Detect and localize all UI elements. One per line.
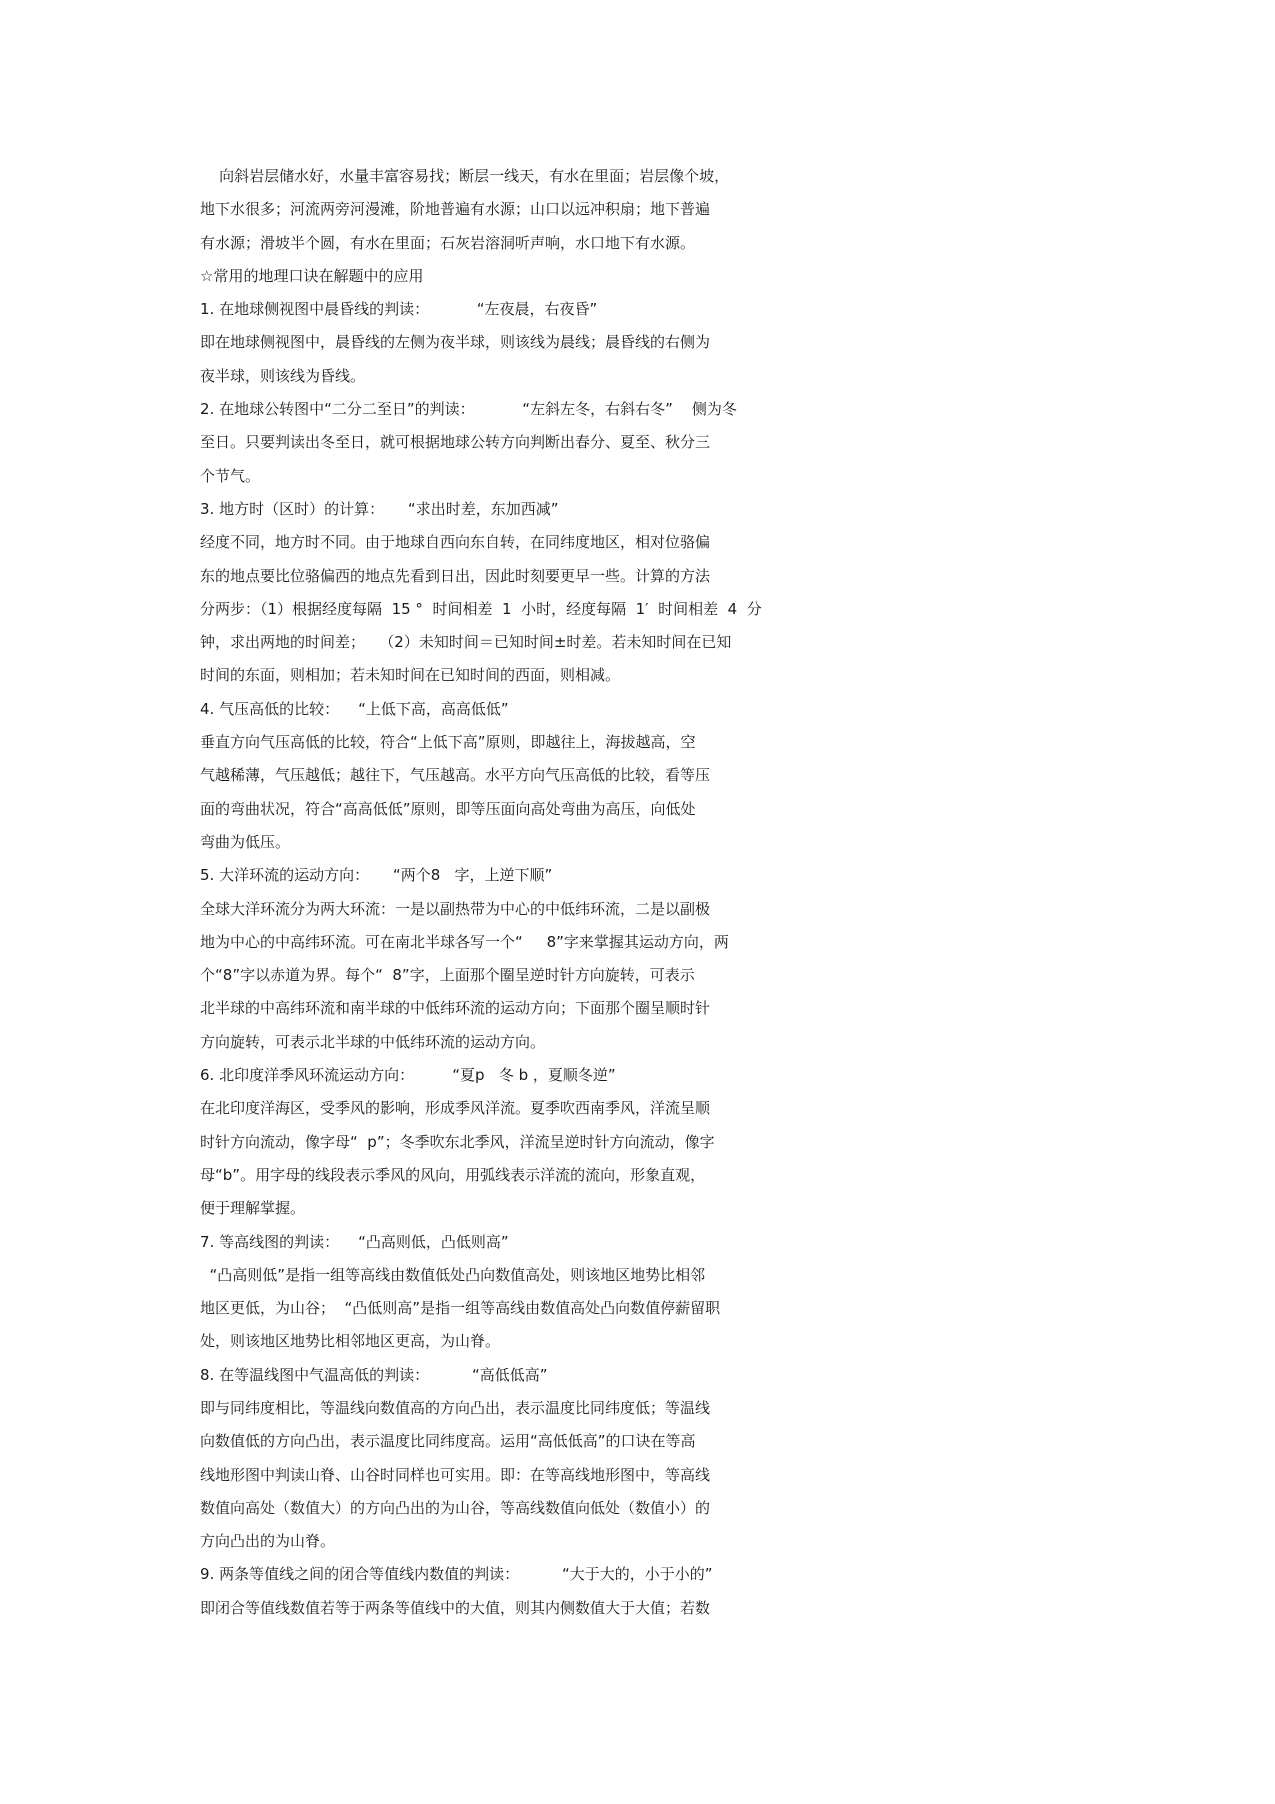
text-line: 地为中心的中高纬环流。可在南北半球各写一个“ 8”字来掌握其运动方向，两 [200, 932, 729, 951]
text-line: 向斜岩层储水好，水量丰富容易找；断层一线天，有水在里面；岩层像个坡， [200, 167, 730, 185]
text-line: 时间的东面，则相加；若未知时间在已知时间的西面，则相减。 [200, 666, 621, 685]
text-line: 便于理解掌握。 [200, 1199, 306, 1218]
text-line: 弯曲为低压。 [200, 832, 291, 851]
text-line: 面的弯曲状况，符合“高高低低”原则，即等压面向高处弯曲为高压，向低处 [200, 799, 696, 818]
text-line: 个“8”字以赤道为界。每个“ 8”字，上面那个圈呈逆时针方向旋转，可表示 [200, 966, 695, 985]
text-line: ☆常用的地理口诀在解题中的应用 [200, 266, 424, 285]
text-line: 钟，求出两地的时间差； （2）未知时间＝已知时间±时差。若未知时间在已知 [200, 633, 732, 652]
text-line: 方向旋转，可表示北半球的中低纬环流的运动方向。 [200, 1032, 546, 1051]
text-line: 线地形图中判读山脊、山谷时同样也可实用。即：在等高线地形图中，等高线 [200, 1465, 711, 1484]
text-line: 地下水很多；河流两旁河漫滩，阶地普遍有水源；山口以远冲积扇；地下普遍 [200, 200, 711, 219]
text-line: “凸高则低”是指一组等高线由数值低处凸向数值高处，则该地区地势比相邻 [200, 1265, 706, 1284]
text-line: 有水源；滑坡半个圆，有水在里面；石灰岩溶洞听声响，水口地下有水源。 [200, 233, 696, 252]
text-line: 全球大洋环流分为两大环流：一是以副热带为中心的中低纬环流，二是以副极 [200, 899, 711, 918]
text-line: 3. 地方时（区时）的计算： “求出时差，东加西减” [200, 499, 559, 518]
text-line: 5. 大洋环流的运动方向： “两个8 字，上逆下顺” [200, 866, 553, 885]
text-line: 至日。只要判读出冬至日，就可根据地球公转方向判断出春分、夏至、秋分三 [200, 433, 711, 452]
text-line: 时针方向流动，像字母“ p”；冬季吹东北季风，洋流呈逆时针方向流动，像字 [200, 1132, 715, 1151]
text-line: 8. 在等温线图中气温高低的判读： “高低低高” [200, 1365, 548, 1384]
text-line: 垂直方向气压高低的比较，符合“上低下高”原则，即越往上，海拔越高，空 [200, 733, 696, 752]
text-line: 4. 气压高低的比较： “上低下高，高高低低” [200, 699, 509, 718]
text-line: 东的地点要比位骆偏西的地点先看到日出，因此时刻要更早一些。计算的方法 [200, 566, 711, 585]
text-line: 方向凸出的为山脊。 [200, 1532, 336, 1551]
text-line: 经度不同，地方时不同。由于地球自西向东自转，在同纬度地区，相对位骆偏 [200, 533, 711, 552]
text-line: 2. 在地球公转图中“二分二至日”的判读： “左斜左冬，右斜右冬” 侧为冬 [200, 400, 737, 419]
text-line: 1. 在地球侧视图中晨昏线的判读： “左夜晨，右夜昏” [200, 300, 598, 319]
text-line: 向数值低的方向凸出，表示温度比同纬度高。运用“高低低高”的口诀在等高 [200, 1432, 696, 1451]
text-line: 气越稀薄，气压越低；越往下，气压越高。水平方向气压高低的比较，看等压 [200, 766, 711, 785]
text-line: 即与同纬度相比，等温线向数值高的方向凸出，表示温度比同纬度低；等温线 [200, 1398, 711, 1417]
text-line: 7. 等高线图的判读： “凸高则低，凸低则高” [200, 1232, 509, 1251]
text-line: 在北印度洋海区，受季风的影响，形成季风洋流。夏季吹西南季风，洋流呈顺 [200, 1099, 711, 1118]
text-line: 即在地球侧视图中，晨昏线的左侧为夜半球，则该线为晨线；晨昏线的右侧为 [200, 333, 711, 352]
text-line: 数值向高处（数值大）的方向凸出的为山谷，等高线数值向低处（数值小）的 [200, 1498, 711, 1517]
text-line: 地区更低，为山谷； “凸低则高”是指一组等高线由数值高处凸向数值停薪留职 [200, 1299, 721, 1318]
text-line: 北半球的中高纬环流和南半球的中低纬环流的运动方向；下面那个圈呈顺时针 [200, 999, 711, 1018]
text-line: 6. 北印度洋季风环流运动方向： “夏p 冬 b ，夏顺冬逆” [200, 1066, 616, 1085]
text-line: 夜半球，则该线为昏线。 [200, 366, 366, 385]
document-body [200, 160, 1080, 1625]
text-line: 个节气。 [200, 466, 261, 485]
text-line: 9. 两条等值线之间的闭合等值线内数值的判读： “大于大的，小于小的” [200, 1565, 713, 1584]
text-line: 即闭合等值线数值若等于两条等值线中的大值，则其内侧数值大于大值；若数 [200, 1598, 711, 1617]
text-line: 分两步：（1）根据经度每隔 15 ° 时间相差 1 小时，经度每隔 1′ 时间相差 4 分 [200, 599, 762, 618]
text-line: 母“b”。用字母的线段表示季风的风向，用弧线表示洋流的流向，形象直观， [200, 1165, 706, 1184]
text-line: 处，则该地区地势比相邻地区更高，为山脊。 [200, 1332, 501, 1351]
